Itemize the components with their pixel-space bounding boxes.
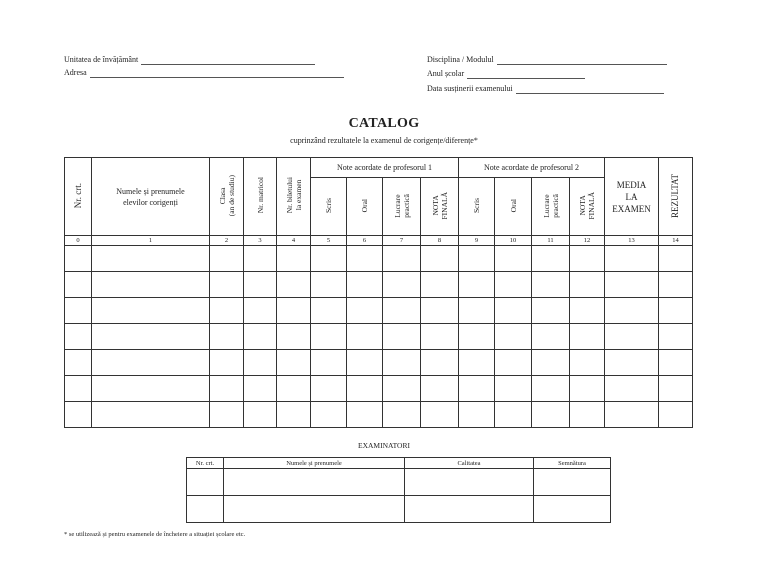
blank-cell[interactable] — [92, 402, 210, 428]
blank-cell[interactable] — [277, 272, 311, 298]
blank-cell[interactable] — [383, 272, 421, 298]
examiners-col-nr: Nr. crt. — [187, 458, 224, 469]
blank-cell[interactable] — [659, 272, 693, 298]
blank-cell[interactable] — [459, 402, 495, 428]
column-number: 2 — [210, 236, 244, 246]
column-number: 14 — [659, 236, 693, 246]
blank-cell[interactable] — [347, 246, 383, 272]
document-subtitle: cuprinzând rezultatele la examenul de corigențe/diferențe* — [290, 136, 478, 145]
col-group-prof1: Note acordate de profesorul 1 — [311, 158, 459, 178]
field-discipline — [427, 55, 667, 65]
blank-cell[interactable] — [65, 324, 92, 350]
blank-cell[interactable] — [65, 272, 92, 298]
field-unit-label: Unitatea de învățământ — [64, 55, 139, 64]
column-number: 4 — [277, 236, 311, 246]
blank-cell[interactable] — [459, 298, 495, 324]
blank-cell[interactable] — [92, 298, 210, 324]
blank-cell[interactable] — [495, 350, 532, 376]
blank-cell[interactable] — [421, 402, 459, 428]
blank-cell[interactable] — [459, 376, 495, 402]
blank-cell[interactable] — [383, 298, 421, 324]
column-number: 6 — [347, 236, 383, 246]
blank-cell[interactable] — [65, 298, 92, 324]
blank-cell[interactable] — [383, 402, 421, 428]
blank-cell[interactable] — [210, 376, 244, 402]
column-number: 13 — [605, 236, 659, 246]
table-row — [65, 298, 693, 324]
document-title: CATALOG — [348, 116, 420, 131]
column-number: 9 — [459, 236, 495, 246]
blank-cell[interactable] — [92, 246, 210, 272]
blank-cell[interactable] — [659, 376, 693, 402]
column-number: 7 — [383, 236, 421, 246]
blank-cell[interactable] — [277, 402, 311, 428]
col-header-names: Numele și prenumele elevilor corigenți — [92, 158, 210, 236]
field-address — [64, 68, 344, 78]
blank-cell[interactable] — [605, 246, 659, 272]
blank-cell[interactable] — [210, 246, 244, 272]
blank-cell[interactable] — [210, 272, 244, 298]
blank-cell[interactable] — [605, 376, 659, 402]
blank-cell[interactable] — [187, 496, 224, 523]
blank-cell[interactable] — [92, 324, 210, 350]
field-unit-line[interactable] — [141, 57, 315, 65]
column-number: 11 — [532, 236, 570, 246]
table-row — [65, 402, 693, 428]
col-header-nr: Nr. crt. — [65, 158, 92, 236]
col-header-p1-final: NOTA FINALĂ — [421, 178, 459, 236]
blank-cell[interactable] — [459, 350, 495, 376]
blank-cell[interactable] — [244, 324, 277, 350]
blank-cell[interactable] — [495, 272, 532, 298]
examiners-title: EXAMINATORI — [358, 441, 410, 450]
field-address-label: Adresa — [64, 68, 87, 77]
blank-cell[interactable] — [495, 246, 532, 272]
column-number-row — [65, 236, 693, 246]
blank-cell[interactable] — [311, 376, 347, 402]
blank-cell[interactable] — [244, 272, 277, 298]
column-number: 12 — [570, 236, 605, 246]
blank-cell[interactable] — [659, 246, 693, 272]
column-number: 8 — [421, 236, 459, 246]
blank-cell[interactable] — [210, 402, 244, 428]
col-header-result: REZULTAT — [659, 158, 693, 236]
blank-cell[interactable] — [65, 246, 92, 272]
col-header-class: Clasa (an de studiu) — [210, 158, 244, 236]
catalog-table — [64, 157, 693, 428]
examiners-table — [186, 457, 611, 523]
column-number: 10 — [495, 236, 532, 246]
col-header-p2-practical: Lucrare practică — [532, 178, 570, 236]
blank-cell[interactable] — [532, 376, 570, 402]
blank-cell[interactable] — [459, 324, 495, 350]
blank-cell[interactable] — [459, 272, 495, 298]
blank-cell[interactable] — [244, 246, 277, 272]
blank-cell[interactable] — [311, 402, 347, 428]
blank-cell[interactable] — [277, 350, 311, 376]
blank-cell[interactable] — [311, 324, 347, 350]
blank-cell[interactable] — [347, 402, 383, 428]
blank-cell[interactable] — [383, 246, 421, 272]
blank-cell[interactable] — [383, 376, 421, 402]
blank-cell[interactable] — [244, 350, 277, 376]
table-row — [65, 272, 693, 298]
blank-cell[interactable] — [570, 350, 605, 376]
blank-cell[interactable] — [532, 350, 570, 376]
blank-cell[interactable] — [570, 376, 605, 402]
blank-cell[interactable] — [383, 350, 421, 376]
blank-cell[interactable] — [532, 402, 570, 428]
examiners-col-name: Numele și prenumele — [224, 458, 405, 469]
blank-cell[interactable] — [277, 298, 311, 324]
blank-cell[interactable] — [277, 246, 311, 272]
blank-cell[interactable] — [570, 402, 605, 428]
blank-cell[interactable] — [459, 246, 495, 272]
blank-cell[interactable] — [210, 350, 244, 376]
blank-cell[interactable] — [421, 298, 459, 324]
blank-cell[interactable] — [570, 272, 605, 298]
blank-cell[interactable] — [605, 272, 659, 298]
blank-cell[interactable] — [65, 376, 92, 402]
blank-cell[interactable] — [187, 469, 224, 496]
blank-cell[interactable] — [244, 298, 277, 324]
blank-cell[interactable] — [224, 469, 405, 496]
column-number: 3 — [244, 236, 277, 246]
field-discipline-line[interactable] — [497, 57, 667, 65]
col-header-p2-written: Scris — [459, 178, 495, 236]
blank-cell[interactable] — [210, 298, 244, 324]
blank-cell[interactable] — [532, 272, 570, 298]
blank-cell[interactable] — [495, 402, 532, 428]
blank-cell[interactable] — [311, 246, 347, 272]
field-school-year — [427, 69, 585, 79]
blank-cell[interactable] — [534, 496, 611, 523]
blank-cell[interactable] — [92, 376, 210, 402]
col-header-matricol: Nr. matricol — [244, 158, 277, 236]
col-header-average: MEDIA LA EXAMEN — [605, 158, 659, 236]
examiners-col-signature: Semnătura — [534, 458, 611, 469]
table-row — [65, 246, 693, 272]
blank-cell[interactable] — [92, 350, 210, 376]
blank-cell[interactable] — [534, 469, 611, 496]
blank-cell[interactable] — [532, 298, 570, 324]
blank-cell[interactable] — [210, 324, 244, 350]
blank-cell[interactable] — [347, 376, 383, 402]
blank-cell[interactable] — [311, 298, 347, 324]
blank-cell[interactable] — [605, 402, 659, 428]
blank-cell[interactable] — [311, 350, 347, 376]
table-row — [65, 350, 693, 376]
blank-cell[interactable] — [421, 350, 459, 376]
blank-cell[interactable] — [421, 376, 459, 402]
blank-cell[interactable] — [532, 246, 570, 272]
col-header-p1-practical: Lucrare practică — [383, 178, 421, 236]
blank-cell[interactable] — [277, 376, 311, 402]
blank-cell[interactable] — [605, 324, 659, 350]
blank-cell[interactable] — [224, 496, 405, 523]
blank-cell[interactable] — [532, 324, 570, 350]
field-discipline-label: Disciplina / Modulul — [427, 55, 494, 64]
table-row — [187, 496, 611, 523]
blank-cell[interactable] — [347, 272, 383, 298]
blank-cell[interactable] — [659, 350, 693, 376]
blank-cell[interactable] — [65, 402, 92, 428]
col-header-ticket: Nr. biletului la examen — [277, 158, 311, 236]
column-number: 0 — [65, 236, 92, 246]
catalog-body — [65, 246, 693, 428]
blank-cell[interactable] — [311, 272, 347, 298]
blank-cell[interactable] — [495, 376, 532, 402]
blank-cell[interactable] — [605, 298, 659, 324]
blank-cell[interactable] — [495, 298, 532, 324]
field-unit — [64, 55, 315, 65]
blank-cell[interactable] — [570, 246, 605, 272]
blank-cell[interactable] — [347, 350, 383, 376]
blank-cell[interactable] — [495, 324, 532, 350]
col-header-p2-oral: Oral — [495, 178, 532, 236]
blank-cell[interactable] — [570, 324, 605, 350]
blank-cell[interactable] — [65, 350, 92, 376]
blank-cell[interactable] — [421, 272, 459, 298]
field-address-line[interactable] — [90, 70, 344, 78]
blank-cell[interactable] — [347, 324, 383, 350]
blank-cell[interactable] — [605, 350, 659, 376]
table-row — [65, 324, 693, 350]
blank-cell[interactable] — [421, 246, 459, 272]
table-row — [65, 376, 693, 402]
column-number: 5 — [311, 236, 347, 246]
examiners-body — [187, 469, 611, 523]
field-school-year-label: Anul școlar — [427, 69, 465, 78]
blank-cell[interactable] — [92, 272, 210, 298]
blank-cell[interactable] — [659, 402, 693, 428]
blank-cell[interactable] — [244, 376, 277, 402]
blank-cell[interactable] — [405, 496, 534, 523]
field-exam-date-label: Data susținerii examenului — [427, 84, 513, 93]
blank-cell[interactable] — [383, 324, 421, 350]
blank-cell[interactable] — [659, 298, 693, 324]
column-number: 1 — [92, 236, 210, 246]
examiners-col-quality: Calitatea — [405, 458, 534, 469]
table-row — [187, 469, 611, 496]
blank-cell[interactable] — [570, 298, 605, 324]
col-header-p2-final: NOTA FINALĂ — [570, 178, 605, 236]
col-header-p1-written: Scris — [311, 178, 347, 236]
field-exam-date — [427, 84, 664, 94]
blank-cell[interactable] — [405, 469, 534, 496]
blank-cell[interactable] — [659, 324, 693, 350]
blank-cell[interactable] — [347, 298, 383, 324]
field-school-year-line[interactable] — [467, 71, 585, 79]
col-group-prof2: Note acordate de profesorul 2 — [459, 158, 605, 178]
col-header-p1-oral: Oral — [347, 178, 383, 236]
field-exam-date-line[interactable] — [516, 86, 664, 94]
blank-cell[interactable] — [277, 324, 311, 350]
blank-cell[interactable] — [421, 324, 459, 350]
blank-cell[interactable] — [244, 402, 277, 428]
footnote: * se utilizează și pentru examenele de încheiere a situației școlare etc. — [64, 531, 246, 538]
